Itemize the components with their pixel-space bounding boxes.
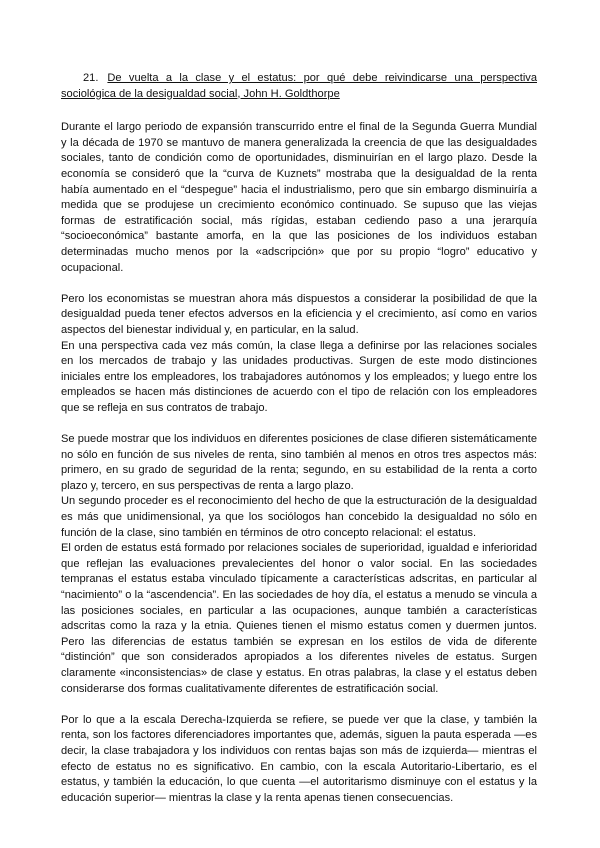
paragraph-1: Durante el largo periodo de expansión transcurrido entre el final de la Segunda Guerra Mundial y la década de 1970 se mantuvo de manera generalizada la creencia de que las desigualdades sociales, tanto de condición como de oportunidades, disminuirían en el largo plazo. Desde la economía se consideró que la “curva de Kuznets” mostraba que la desigualdad de la renta había aumentado en el “despegue” hacia el industrialismo, pero que sin embargo disminuiría a medida que se produjese un crecimiento económico continuado. Se supuso que las viejas formas de estratificación social, más rígidas, estaban cediendo paso a una jerarquía “socioeconómica” bastante amorfa, en la que las posiciones de los individuos estaban determinadas mucho menos por la «adscripción» que por su propio “logro” educativo y ocupacional. [61, 121, 537, 274]
paragraph-3: En una perspectiva cada vez más común, la clase llega a definirse por las relaciones sociales en los mercados de trabajo y las unidades productivas. Surgen de este modo distinciones iniciales entre los empleadores, los trabajadores autónomos y los empleados; y luego entre los empleados se hacen más distinciones de acuerdo con el tipo de relación con los empleadores que se refleja en sus contratos de trabajo. [61, 339, 537, 414]
paragraph-7: Por lo que a la escala Derecha-Izquierda se refiere, se puede ver que la clase, y también la renta, son los factores diferenciadores importantes que, además, siguen la pauta esperada —es decir, la clase trabajadora y los individuos con rentas bajas son más de izquierda— mientras el efecto de estatus no es significativo. En cambio, con la escala Autoritario-Libertario, es el estatus, y también la educación, lo que cuenta —el autoritarismo disminuye con el estatus y la educación superior— mientras la clase y la renta apenas tienen consecuencias. [61, 713, 537, 804]
document-body [61, 71, 537, 806]
paragraph-5: Un segundo proceder es el reconocimiento del hecho de que la estructuración de la desigualdad es más que unidimensional, ya que los sociólogos han concebido la desigualdad no sólo en función de la clase, sino también en términos de otro concepto relacional: el estatus. [61, 495, 537, 539]
paragraph-2: Pero los economistas se muestran ahora más dispuestos a considerar la posibilidad de que la desigualdad pueda tener efectos adversos en la eficiencia y el crecimiento, así como en varios aspectos del bienestar individual y, en particular, en la salud. [61, 292, 537, 336]
article-title: De vuelta a la clase y el estatus: por qué debe reivindicarse una perspectiva sociológica de la desigualdad social, John H. Goldthorpe [61, 72, 537, 100]
paragraph-4: Se puede mostrar que los individuos en diferentes posiciones de clase difieren sistemáticamente no sólo en función de sus niveles de renta, sino también al menos en otros tres aspectos más: primero, en su grado de seguridad de la renta; segundo, en su estabilidad de la renta a corto plazo y, tercero, en sus perspectivas de renta a largo plazo. [61, 433, 537, 492]
article-number: 21. [83, 72, 99, 84]
article-heading [61, 71, 537, 102]
paragraph-6: El orden de estatus está formado por relaciones sociales de superioridad, igualdad e inferioridad que reflejan las evaluaciones prevalecientes del honor o valor social. En las sociedades tempranas el estatus estaba vinculado típicamente a características adscritas, en particular al “nacimiento” o la “ascendencia”. En las sociedades de hoy día, el estatus a menudo se vincula a las posiciones sociales, en particular a las ocupaciones, aunque también a características adscritas como la raza y la etnia. Quienes tienen el mismo estatus comen y duermen juntos. Pero las diferencias de estatus también se expresan en los estilos de vida de diferente “distinción” que son considerados apropiados a los diferentes niveles de estatus. Surgen claramente «inconsistencias» de clase y estatus. En otras palabras, la clase y el estatus deben considerarse dos formas cualitativamente diferentes de estratificación social. [61, 542, 537, 695]
